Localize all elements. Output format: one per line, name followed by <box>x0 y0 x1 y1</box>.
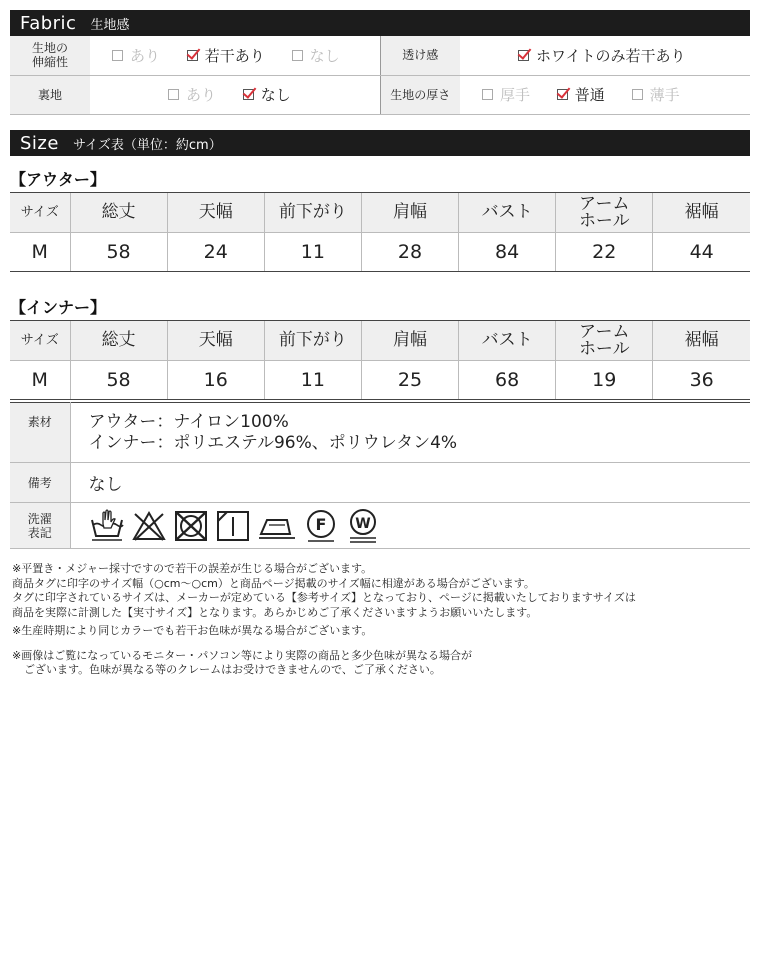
col-hem-width: 裾幅 <box>653 193 750 233</box>
cell-bust: 68 <box>459 361 556 400</box>
stretch-option-yes[interactable]: あり <box>112 45 160 66</box>
col-length: 総丈 <box>70 193 167 233</box>
drip-dry-shade-icon <box>215 508 251 544</box>
col-size: サイズ <box>10 321 70 361</box>
remarks-value: なし <box>70 463 750 503</box>
info-table <box>10 402 750 549</box>
note-line: タグに印字されているサイズは、メーカーが定めている【参考サイズ】となっており、ページに掲載いたしておりますサイズは <box>12 591 636 604</box>
sheerness-options <box>460 36 750 75</box>
col-bust: バスト <box>459 193 556 233</box>
checkbox-icon <box>482 89 493 100</box>
cell-neck-width: 24 <box>167 233 264 272</box>
svg-text:W: W <box>354 515 371 532</box>
material-label: 素材 <box>10 403 70 463</box>
size-title: Size <box>20 132 59 154</box>
note-line: ※平置き・メジャー採寸ですので若干の誤差が生じる場合がございます。 <box>12 562 373 575</box>
fabric-row <box>10 75 750 114</box>
thickness-option-thick[interactable]: 厚手 <box>482 84 530 105</box>
table-row <box>10 361 750 400</box>
care-row <box>10 503 750 549</box>
iron-low-cloth-icon <box>257 508 297 544</box>
size-header-row <box>10 193 750 233</box>
col-neck-width: 天幅 <box>167 321 264 361</box>
checkbox-icon <box>292 50 303 61</box>
sheerness-label: 透け感 <box>380 36 460 75</box>
lining-option-none[interactable]: なし <box>243 84 291 105</box>
fabric-section-header <box>10 10 750 36</box>
remarks-row <box>10 463 750 503</box>
thickness-label: 生地の厚さ <box>380 75 460 114</box>
remarks-label: 備考 <box>10 463 70 503</box>
note-line: 商品を実際に計測した【実寸サイズ】となります。あらかじめご了承くださいますようお願いいたします。 <box>12 605 538 619</box>
outer-group-title: 【アウター】 <box>10 170 106 189</box>
cell-front-drop: 11 <box>264 361 361 400</box>
note-line: ※生産時期により同じカラーでも若干お色味が異なる場合がございます。 <box>12 624 373 637</box>
svg-text:F: F <box>315 514 326 534</box>
cell-front-drop: 11 <box>264 233 361 272</box>
col-shoulder: 肩幅 <box>361 321 458 361</box>
checkbox-icon <box>632 89 643 100</box>
size-section-header <box>10 130 750 156</box>
col-shoulder: 肩幅 <box>361 193 458 233</box>
notes <box>12 562 636 678</box>
cell-length: 58 <box>70 233 167 272</box>
checkbox-checked-icon <box>243 89 254 100</box>
col-armhole: アーム ホール <box>556 321 653 361</box>
col-front-drop: 前下がり <box>264 321 361 361</box>
cell-bust: 84 <box>459 233 556 272</box>
stretch-option-slight[interactable]: 若干あり <box>187 45 265 66</box>
thickness-options <box>460 75 750 114</box>
note-line: ございます。色味が異なる等のクレームはお受けできませんので、ご了承ください。 <box>24 663 441 676</box>
col-armhole: アーム ホール <box>556 193 653 233</box>
col-hem-width: 裾幅 <box>653 321 750 361</box>
checkbox-checked-icon <box>187 50 198 61</box>
thickness-option-thin[interactable]: 薄手 <box>632 84 680 105</box>
cell-size: M <box>10 233 70 272</box>
lining-options <box>90 75 380 114</box>
cell-shoulder: 28 <box>361 233 458 272</box>
col-front-drop: 前下がり <box>264 193 361 233</box>
no-bleach-icon <box>131 508 167 544</box>
wet-clean-w-icon <box>345 508 381 544</box>
material-value: アウター：ナイロン100% インナー：ポリエステル96%、ポリウレタン4% <box>70 403 750 463</box>
inner-size-table <box>10 320 750 400</box>
lining-option-yes[interactable]: あり <box>168 84 216 105</box>
care-label: 洗濯 表記 <box>10 503 70 549</box>
outer-size-table <box>10 192 750 272</box>
size-header-row <box>10 321 750 361</box>
fabric-row <box>10 36 750 75</box>
dry-clean-f-icon <box>303 508 339 544</box>
col-length: 総丈 <box>70 321 167 361</box>
thickness-option-normal[interactable]: 普通 <box>557 84 605 105</box>
stretch-label: 生地の 伸縮性 <box>10 36 90 75</box>
stretch-option-none[interactable]: なし <box>292 45 340 66</box>
col-neck-width: 天幅 <box>167 193 264 233</box>
no-tumble-dry-icon <box>173 508 209 544</box>
table-row <box>10 233 750 272</box>
sheerness-option-white-only[interactable]: ホワイトのみ若干あり <box>518 45 686 66</box>
fabric-table <box>10 36 750 115</box>
checkbox-checked-icon <box>557 89 568 100</box>
size-subtitle: サイズ表（単位：約cm） <box>72 137 222 153</box>
checkbox-icon <box>112 50 123 61</box>
cell-hem-width: 36 <box>653 361 750 400</box>
fabric-title: Fabric <box>20 12 77 34</box>
checkbox-icon <box>168 89 179 100</box>
cell-neck-width: 16 <box>167 361 264 400</box>
note-line: 商品タグに印字のサイズ幅（○cm～○cm）と商品ページ掲載のサイズ幅に相違がある場合がございます。 <box>12 576 535 590</box>
cell-length: 58 <box>70 361 167 400</box>
lining-label: 裏地 <box>10 75 90 114</box>
checkbox-checked-icon <box>518 50 529 61</box>
material-row <box>10 403 750 463</box>
hand-wash-30-icon <box>89 508 125 544</box>
col-size: サイズ <box>10 193 70 233</box>
cell-size: M <box>10 361 70 400</box>
cell-armhole: 22 <box>556 233 653 272</box>
note-line: ※画像はご覧になっているモニター・パソコン等により実際の商品と多少色味が異なる場合が <box>12 648 472 662</box>
care-symbols <box>70 503 750 549</box>
fabric-subtitle: 生地感 <box>90 17 130 33</box>
cell-armhole: 19 <box>556 361 653 400</box>
cell-shoulder: 25 <box>361 361 458 400</box>
stretch-options <box>90 36 380 75</box>
cell-hem-width: 44 <box>653 233 750 272</box>
inner-group-title: 【インナー】 <box>10 298 107 317</box>
col-bust: バスト <box>459 321 556 361</box>
